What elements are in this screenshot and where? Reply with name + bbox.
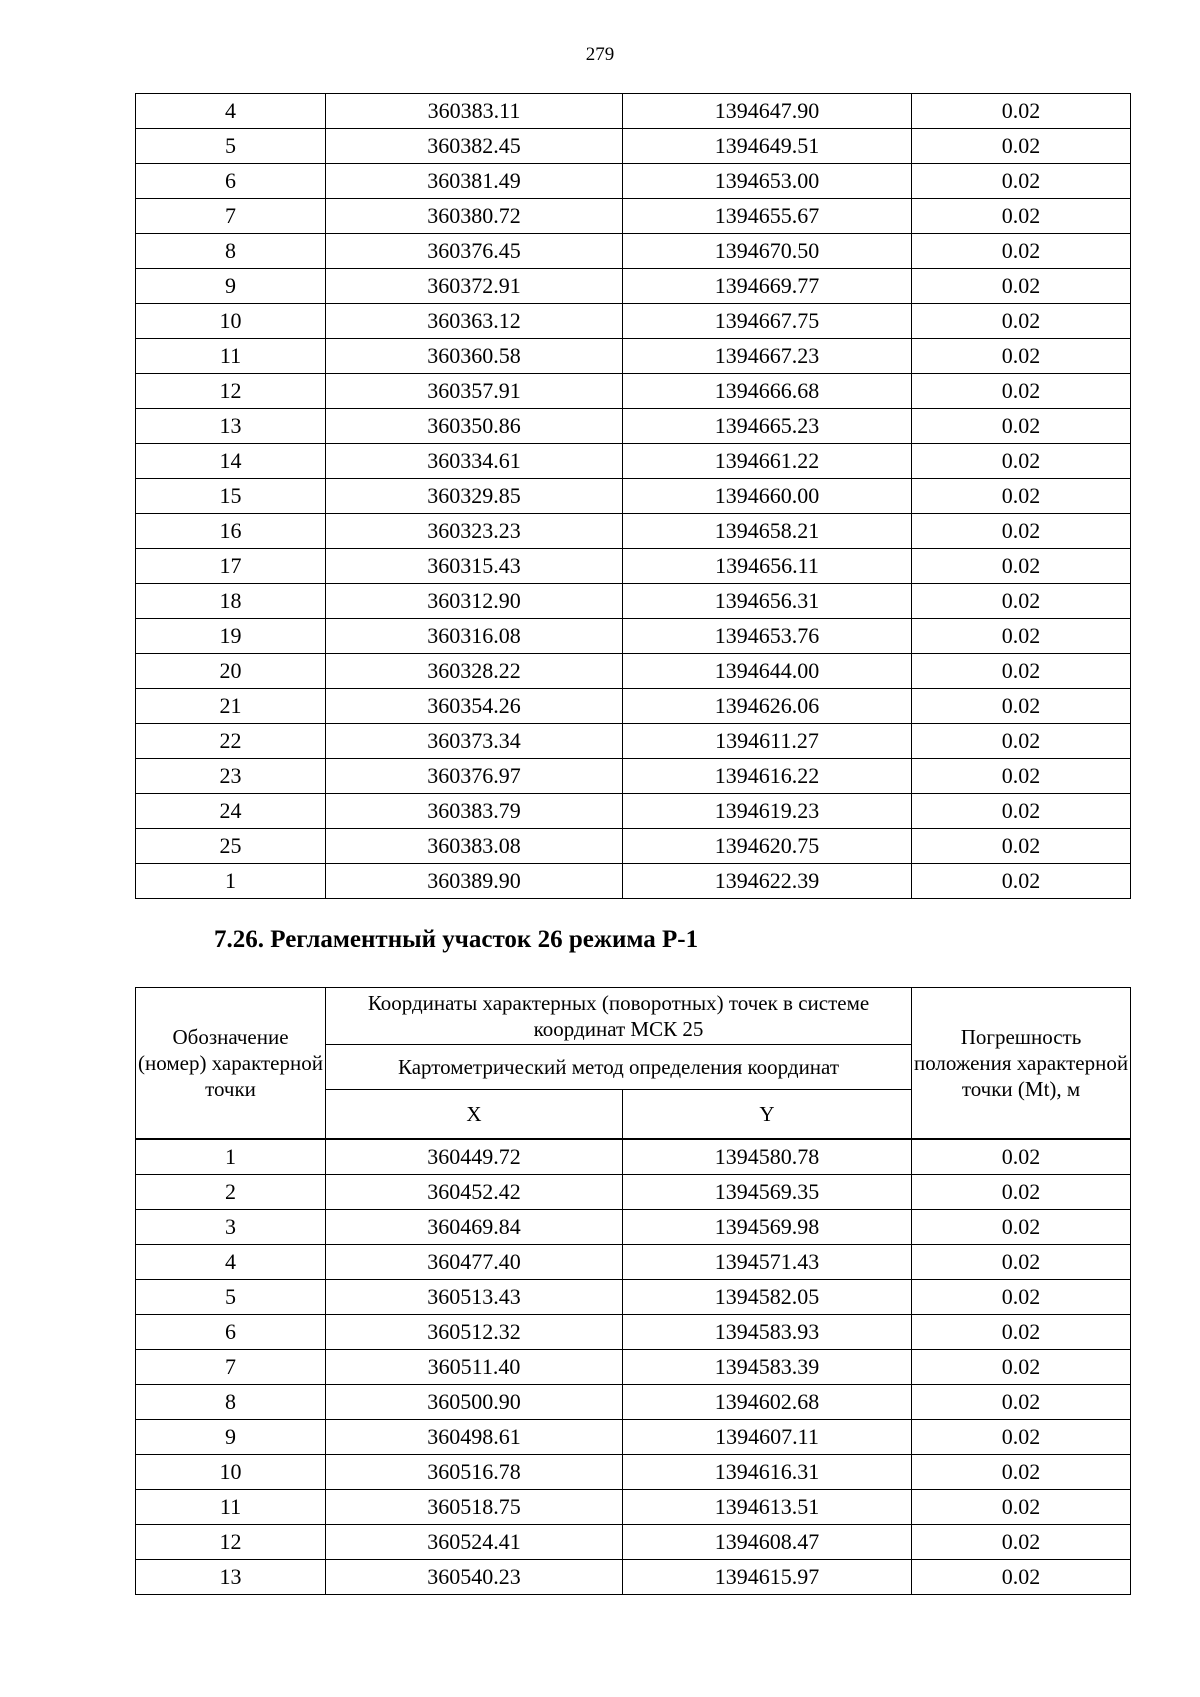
point-number-cell: 12	[136, 374, 326, 409]
point-number-cell: 13	[136, 1560, 326, 1595]
y-coordinate-cell: 1394655.67	[623, 199, 912, 234]
error-cell: 0.02	[912, 1139, 1131, 1175]
x-coordinate-cell: 360389.90	[326, 864, 623, 899]
table-row	[136, 1350, 1131, 1385]
y-coordinate-cell: 1394660.00	[623, 479, 912, 514]
table-row	[136, 654, 1131, 689]
x-coordinate-cell: 360360.58	[326, 339, 623, 374]
y-coordinate-cell: 1394656.11	[623, 549, 912, 584]
y-coordinate-cell: 1394583.39	[623, 1350, 912, 1385]
x-coordinate-cell: 360329.85	[326, 479, 623, 514]
error-cell: 0.02	[912, 94, 1131, 129]
error-cell: 0.02	[912, 1245, 1131, 1280]
point-number-cell: 1	[136, 1139, 326, 1175]
y-coordinate-cell: 1394669.77	[623, 269, 912, 304]
error-cell: 0.02	[912, 689, 1131, 724]
x-coordinate-cell: 360540.23	[326, 1560, 623, 1595]
x-coordinate-cell: 360376.45	[326, 234, 623, 269]
table-row	[136, 479, 1131, 514]
table-row	[136, 1385, 1131, 1420]
point-number-cell: 22	[136, 724, 326, 759]
error-cell: 0.02	[912, 409, 1131, 444]
error-cell: 0.02	[912, 654, 1131, 689]
table-row	[136, 689, 1131, 724]
point-number-cell: 7	[136, 1350, 326, 1385]
table-row	[136, 864, 1131, 899]
y-coordinate-cell: 1394667.75	[623, 304, 912, 339]
error-cell: 0.02	[912, 304, 1131, 339]
point-number-cell: 11	[136, 339, 326, 374]
y-coordinate-cell: 1394656.31	[623, 584, 912, 619]
point-number-cell: 13	[136, 409, 326, 444]
y-coordinate-cell: 1394666.68	[623, 374, 912, 409]
table-row	[136, 1245, 1131, 1280]
x-coordinate-cell: 360500.90	[326, 1385, 623, 1420]
header-coordinates-system: Координаты характерных (поворотных) точек в системе координат МСК 25	[326, 988, 912, 1045]
y-coordinate-cell: 1394569.98	[623, 1210, 912, 1245]
error-cell: 0.02	[912, 1560, 1131, 1595]
table-row	[136, 164, 1131, 199]
point-number-cell: 9	[136, 1420, 326, 1455]
error-cell: 0.02	[912, 234, 1131, 269]
y-coordinate-cell: 1394649.51	[623, 129, 912, 164]
error-cell: 0.02	[912, 1385, 1131, 1420]
x-coordinate-cell: 360498.61	[326, 1420, 623, 1455]
point-number-cell: 4	[136, 1245, 326, 1280]
table-row	[136, 234, 1131, 269]
table-row	[136, 794, 1131, 829]
y-coordinate-cell: 1394620.75	[623, 829, 912, 864]
header-position-error: Погрешность положения характерной точки (Mt), м	[912, 988, 1131, 1140]
error-cell: 0.02	[912, 829, 1131, 864]
point-number-cell: 11	[136, 1490, 326, 1525]
x-coordinate-cell: 360350.86	[326, 409, 623, 444]
y-coordinate-cell: 1394658.21	[623, 514, 912, 549]
table-row	[136, 374, 1131, 409]
table-row	[136, 199, 1131, 234]
x-coordinate-cell: 360372.91	[326, 269, 623, 304]
x-coordinate-cell: 360452.42	[326, 1175, 623, 1210]
x-coordinate-cell: 360363.12	[326, 304, 623, 339]
error-cell: 0.02	[912, 339, 1131, 374]
header-x: X	[326, 1090, 623, 1140]
y-coordinate-cell: 1394613.51	[623, 1490, 912, 1525]
error-cell: 0.02	[912, 724, 1131, 759]
point-number-cell: 7	[136, 199, 326, 234]
point-number-cell: 25	[136, 829, 326, 864]
x-coordinate-cell: 360383.79	[326, 794, 623, 829]
error-cell: 0.02	[912, 199, 1131, 234]
point-number-cell: 18	[136, 584, 326, 619]
error-cell: 0.02	[912, 1490, 1131, 1525]
y-coordinate-cell: 1394653.00	[623, 164, 912, 199]
error-cell: 0.02	[912, 549, 1131, 584]
y-coordinate-cell: 1394582.05	[623, 1280, 912, 1315]
error-cell: 0.02	[912, 444, 1131, 479]
point-number-cell: 1	[136, 864, 326, 899]
x-coordinate-cell: 360323.23	[326, 514, 623, 549]
table-row	[136, 1139, 1131, 1175]
point-number-cell: 16	[136, 514, 326, 549]
x-coordinate-cell: 360312.90	[326, 584, 623, 619]
x-coordinate-cell: 360316.08	[326, 619, 623, 654]
point-number-cell: 20	[136, 654, 326, 689]
error-cell: 0.02	[912, 1350, 1131, 1385]
error-cell: 0.02	[912, 479, 1131, 514]
error-cell: 0.02	[912, 864, 1131, 899]
x-coordinate-cell: 360382.45	[326, 129, 623, 164]
table-row	[136, 1280, 1131, 1315]
table-row	[136, 1420, 1131, 1455]
y-coordinate-cell: 1394615.97	[623, 1560, 912, 1595]
error-cell: 0.02	[912, 129, 1131, 164]
table-row	[136, 759, 1131, 794]
error-cell: 0.02	[912, 759, 1131, 794]
y-coordinate-cell: 1394653.76	[623, 619, 912, 654]
point-number-cell: 17	[136, 549, 326, 584]
y-coordinate-cell: 1394661.22	[623, 444, 912, 479]
table-row	[136, 444, 1131, 479]
y-coordinate-cell: 1394626.06	[623, 689, 912, 724]
x-coordinate-cell: 360334.61	[326, 444, 623, 479]
x-coordinate-cell: 360469.84	[326, 1210, 623, 1245]
point-number-cell: 9	[136, 269, 326, 304]
point-number-cell: 5	[136, 129, 326, 164]
header-point-designation: Обозначение (номер) характерной точки	[136, 988, 326, 1140]
point-number-cell: 23	[136, 759, 326, 794]
point-number-cell: 6	[136, 1315, 326, 1350]
x-coordinate-cell: 360373.34	[326, 724, 623, 759]
point-number-cell: 10	[136, 1455, 326, 1490]
header-y: Y	[623, 1090, 912, 1140]
y-coordinate-cell: 1394665.23	[623, 409, 912, 444]
header-method: Картометрический метод определения координат	[326, 1045, 912, 1090]
point-number-cell: 19	[136, 619, 326, 654]
point-number-cell: 12	[136, 1525, 326, 1560]
y-coordinate-cell: 1394611.27	[623, 724, 912, 759]
y-coordinate-cell: 1394616.31	[623, 1455, 912, 1490]
y-coordinate-cell: 1394644.00	[623, 654, 912, 689]
table-row	[136, 619, 1131, 654]
error-cell: 0.02	[912, 1175, 1131, 1210]
table-row	[136, 549, 1131, 584]
table-row	[136, 269, 1131, 304]
table-row	[136, 1455, 1131, 1490]
table-row	[136, 339, 1131, 374]
coordinates-table-section-26	[135, 987, 1131, 1595]
table-row	[136, 1175, 1131, 1210]
x-coordinate-cell: 360357.91	[326, 374, 623, 409]
y-coordinate-cell: 1394583.93	[623, 1315, 912, 1350]
error-cell: 0.02	[912, 374, 1131, 409]
error-cell: 0.02	[912, 269, 1131, 304]
x-coordinate-cell: 360381.49	[326, 164, 623, 199]
error-cell: 0.02	[912, 1420, 1131, 1455]
x-coordinate-cell: 360513.43	[326, 1280, 623, 1315]
point-number-cell: 5	[136, 1280, 326, 1315]
y-coordinate-cell: 1394607.11	[623, 1420, 912, 1455]
point-number-cell: 8	[136, 234, 326, 269]
section-heading: 7.26. Регламентный участок 26 режима Р-1	[214, 926, 699, 953]
x-coordinate-cell: 360512.32	[326, 1315, 623, 1350]
table-row	[136, 1490, 1131, 1525]
x-coordinate-cell: 360516.78	[326, 1455, 623, 1490]
x-coordinate-cell: 360315.43	[326, 549, 623, 584]
point-number-cell: 4	[136, 94, 326, 129]
coordinates-table-continued	[135, 93, 1131, 899]
point-number-cell: 10	[136, 304, 326, 339]
error-cell: 0.02	[912, 514, 1131, 549]
x-coordinate-cell: 360449.72	[326, 1139, 623, 1175]
x-coordinate-cell: 360477.40	[326, 1245, 623, 1280]
x-coordinate-cell: 360328.22	[326, 654, 623, 689]
table-row	[136, 829, 1131, 864]
table-row	[136, 584, 1131, 619]
point-number-cell: 14	[136, 444, 326, 479]
error-cell: 0.02	[912, 1315, 1131, 1350]
error-cell: 0.02	[912, 1525, 1131, 1560]
x-coordinate-cell: 360518.75	[326, 1490, 623, 1525]
table-row	[136, 514, 1131, 549]
point-number-cell: 15	[136, 479, 326, 514]
x-coordinate-cell: 360383.08	[326, 829, 623, 864]
y-coordinate-cell: 1394571.43	[623, 1245, 912, 1280]
table-row	[136, 1315, 1131, 1350]
y-coordinate-cell: 1394602.68	[623, 1385, 912, 1420]
x-coordinate-cell: 360354.26	[326, 689, 623, 724]
table-row	[136, 409, 1131, 444]
x-coordinate-cell: 360376.97	[326, 759, 623, 794]
error-cell: 0.02	[912, 1210, 1131, 1245]
error-cell: 0.02	[912, 584, 1131, 619]
table-row	[136, 129, 1131, 164]
table-row	[136, 724, 1131, 759]
y-coordinate-cell: 1394569.35	[623, 1175, 912, 1210]
y-coordinate-cell: 1394647.90	[623, 94, 912, 129]
y-coordinate-cell: 1394619.23	[623, 794, 912, 829]
y-coordinate-cell: 1394670.50	[623, 234, 912, 269]
y-coordinate-cell: 1394622.39	[623, 864, 912, 899]
y-coordinate-cell: 1394580.78	[623, 1139, 912, 1175]
point-number-cell: 24	[136, 794, 326, 829]
error-cell: 0.02	[912, 1280, 1131, 1315]
point-number-cell: 3	[136, 1210, 326, 1245]
x-coordinate-cell: 360511.40	[326, 1350, 623, 1385]
x-coordinate-cell: 360524.41	[326, 1525, 623, 1560]
table-row	[136, 94, 1131, 129]
x-coordinate-cell: 360380.72	[326, 199, 623, 234]
table-row	[136, 1560, 1131, 1595]
error-cell: 0.02	[912, 794, 1131, 829]
table-row	[136, 1525, 1131, 1560]
table-row	[136, 304, 1131, 339]
y-coordinate-cell: 1394608.47	[623, 1525, 912, 1560]
point-number-cell: 2	[136, 1175, 326, 1210]
point-number-cell: 8	[136, 1385, 326, 1420]
error-cell: 0.02	[912, 164, 1131, 199]
error-cell: 0.02	[912, 619, 1131, 654]
x-coordinate-cell: 360383.11	[326, 94, 623, 129]
point-number-cell: 6	[136, 164, 326, 199]
error-cell: 0.02	[912, 1455, 1131, 1490]
point-number-cell: 21	[136, 689, 326, 724]
table-row	[136, 1210, 1131, 1245]
y-coordinate-cell: 1394616.22	[623, 759, 912, 794]
page-number: 279	[585, 44, 615, 65]
y-coordinate-cell: 1394667.23	[623, 339, 912, 374]
